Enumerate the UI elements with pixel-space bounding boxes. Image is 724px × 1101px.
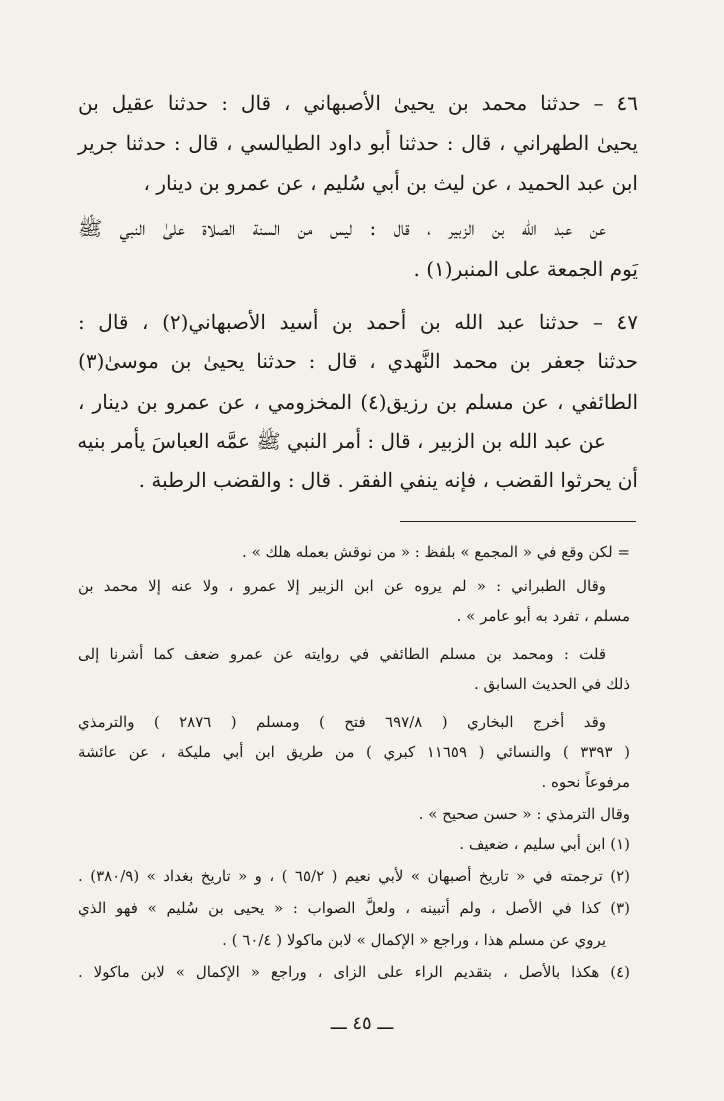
hadith-46-line-1: ٤٦ – حدثنا محمد بن يحيىٰ الأصبهاني ، قال : حدثنا عقيل بن [78, 91, 638, 115]
footnote-continuation-line-8: مرفوعاً نحوه . [541, 773, 630, 791]
footnote-separator [400, 521, 636, 522]
hadith-47-line-3: الطائفي ، عن مسلم بن رزيق(٤) المخزومي ، عن عمرو بن دينار ، [78, 390, 639, 414]
hadith-46-line-5: يَوم الجمعة على المنبر(١) . [413, 257, 638, 281]
footnote-continuation-line-4: قلت : ومحمد بن مسلم الطائفي في روايته عن عمرو ضعف كما أشرنا إلى [78, 645, 606, 663]
footnote-3-line-2: يروي عن مسلم هذا ، وراجع « الإكمال » لابن ماكولا ( ٦٠/٤ ) . [222, 931, 606, 949]
footnote-continuation-line-7: ( ٣٣٩٣ ) والنسائي ( ١١٦٥٩ كبري ) من طريق ابن أبي مليكة ، عن عائشة [78, 743, 630, 761]
hadith-47-line-1: ٤٧ – حدثنا عبد الله بن أحمد بن أسيد الأصبهاني(٢) ، قال : [78, 310, 638, 334]
hadith-46-line-2: يحيىٰ الطهراني ، قال : حدثنا أبو داود الطيالسي ، قال : حدثنا جرير [78, 131, 638, 155]
footnote-continuation-line-5: ذلك في الحديث السابق . [474, 675, 630, 693]
footnote-2: (٢) ترجمته في « تاريخ أصبهان » لأبي نعيم ( ٦٥/٢ ) ، و « تاريخ بغداد » (٣٨٠/٩) . [78, 867, 630, 885]
hadith-47-line-4: عن عبد الله بن الزبير ، قال : أمر النبي ﷺ عمَّه العباسَ يأمر بنيه [77, 429, 606, 453]
footnote-4: (٤) هكذا بالأصل ، بتقديم الراء على الزاى ، وراجع « الإكمال » لابن ماكولا . [78, 963, 630, 981]
hadith-47-line-5: أن يحرثوا القضب ، فإنه ينفي الفقر . قال : والقضب الرطبة . [138, 468, 638, 492]
footnote-continuation-line-9: وقال الترمذي : « حسن صحيح » . [418, 805, 630, 823]
hadith-46-line-3: ابن عبد الحميد ، عن ليث بن أبي سُليم ، عن عمرو بن دينار ، [143, 171, 638, 195]
hadith-47-line-2: حدثنا جعفر بن محمد النَّهدي ، قال : حدثنا يحيىٰ بن موسىٰ(٣) [78, 349, 638, 373]
page-number: ـــ ٤٥ ـــ [330, 1013, 394, 1034]
footnote-3-line-1: (٣) كذا في الأصل ، ولم أتبينه ، ولعلَّ الصواب : « يحيى بن سُليم » فهو الذي [78, 899, 630, 917]
hadith-46-line-4: عن عبد الله بن الزبير ، قال : ليس من السنة الصلاة علىٰ النبي ﷺ [78, 216, 606, 240]
footnote-continuation-line-1: = لكن وقع في « المجمع » بلفظ : « من نوقش بعمله هلك » . [242, 543, 630, 561]
footnote-continuation-line-3: مسلم ، تفرد به أبو عامر » . [456, 607, 630, 625]
footnote-1: (١) ابن أبي سليم ، ضعيف . [459, 835, 630, 853]
footnote-continuation-line-6: وقد أخرج البخاري ( ٦٩٧/٨ فتح ) ومسلم ( ٢٨٧٦ ) والترمذي [78, 713, 606, 731]
footnote-continuation-line-2: وقال الطبراني : « لم يروه عن ابن الزبير إلا عمرو ، ولا عنه إلا محمد بن [78, 577, 606, 595]
